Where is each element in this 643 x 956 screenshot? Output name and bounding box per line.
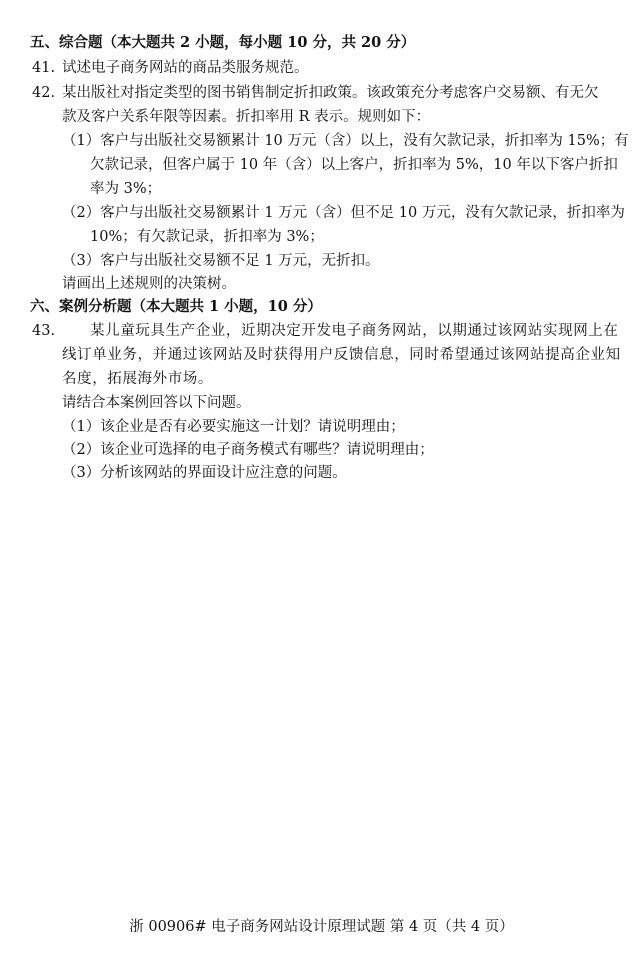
question-42-rule-2-line-1: （2）客户与出版社交易额累计 1 万元（含）但不足 10 万元，没有欠款记录，折扣率为: [62, 205, 625, 221]
question-42-rule-1-line-1: （1）客户与出版社交易额累计 10 万元（含）以上，没有欠款记录，折扣率为 15%；有: [62, 133, 629, 149]
question-43-sub-2: （2）该企业可选择的电子商务模式有哪些？请说明理由；: [62, 442, 434, 458]
question-42-intro-line-2: 款及客户关系年限等因素。折扣率用 R 表示。规则如下：: [62, 109, 431, 125]
question-42-instruction: 请画出上述规则的决策树。: [62, 276, 236, 292]
question-42-number: 42.: [32, 85, 56, 101]
question-42-intro-line-1: 某出版社对指定类型的图书销售制定折扣政策。该政策充分考虑客户交易额、有无欠: [62, 85, 599, 101]
question-43-case-line-1: 某儿童玩具生产企业，近期决定开发电子商务网站，以期通过该网站实现网上在: [90, 323, 619, 339]
question-43-sub-3: （3）分析该网站的界面设计应注意的问题。: [62, 465, 347, 481]
question-41-number: 41.: [32, 60, 56, 76]
question-43-instruction: 请结合本案例回答以下问题。: [62, 395, 251, 411]
section-5-heading: 五、综合题（本大题共 2 小题，每小题 10 分，共 20 分）: [30, 34, 416, 51]
question-42-rule-3: （3）客户与出版社交易额不足 1 万元，无折扣。: [62, 253, 380, 269]
page-footer: 浙 00906# 电子商务网站设计原理试题 第 4 页（共 4 页）: [129, 919, 514, 935]
question-43-case-line-2: 线订单业务，并通过该网站及时获得用户反馈信息，同时希望通过该网站提高企业知: [62, 347, 621, 363]
question-41-text: 试述电子商务网站的商品类服务规范。: [62, 60, 309, 76]
question-42-rule-1-line-2: 欠款记录，但客户属于 10 年（含）以上客户，折扣率为 5%，10 年以下客户折扣: [90, 157, 618, 173]
section-6-heading: 六、案例分析题（本大题共 1 小题，10 分）: [30, 298, 322, 315]
question-42-rule-1-line-3: 率为 3%；: [90, 181, 162, 197]
question-42-rule-2-line-2: 10%；有欠款记录，折扣率为 3%；: [90, 229, 324, 245]
question-43-sub-1: （1）该企业是否有必要实施这一计划？请说明理由；: [62, 419, 405, 435]
question-43-case-line-3: 名度，拓展海外市场。: [62, 371, 213, 387]
question-43-number: 43.: [32, 323, 56, 339]
